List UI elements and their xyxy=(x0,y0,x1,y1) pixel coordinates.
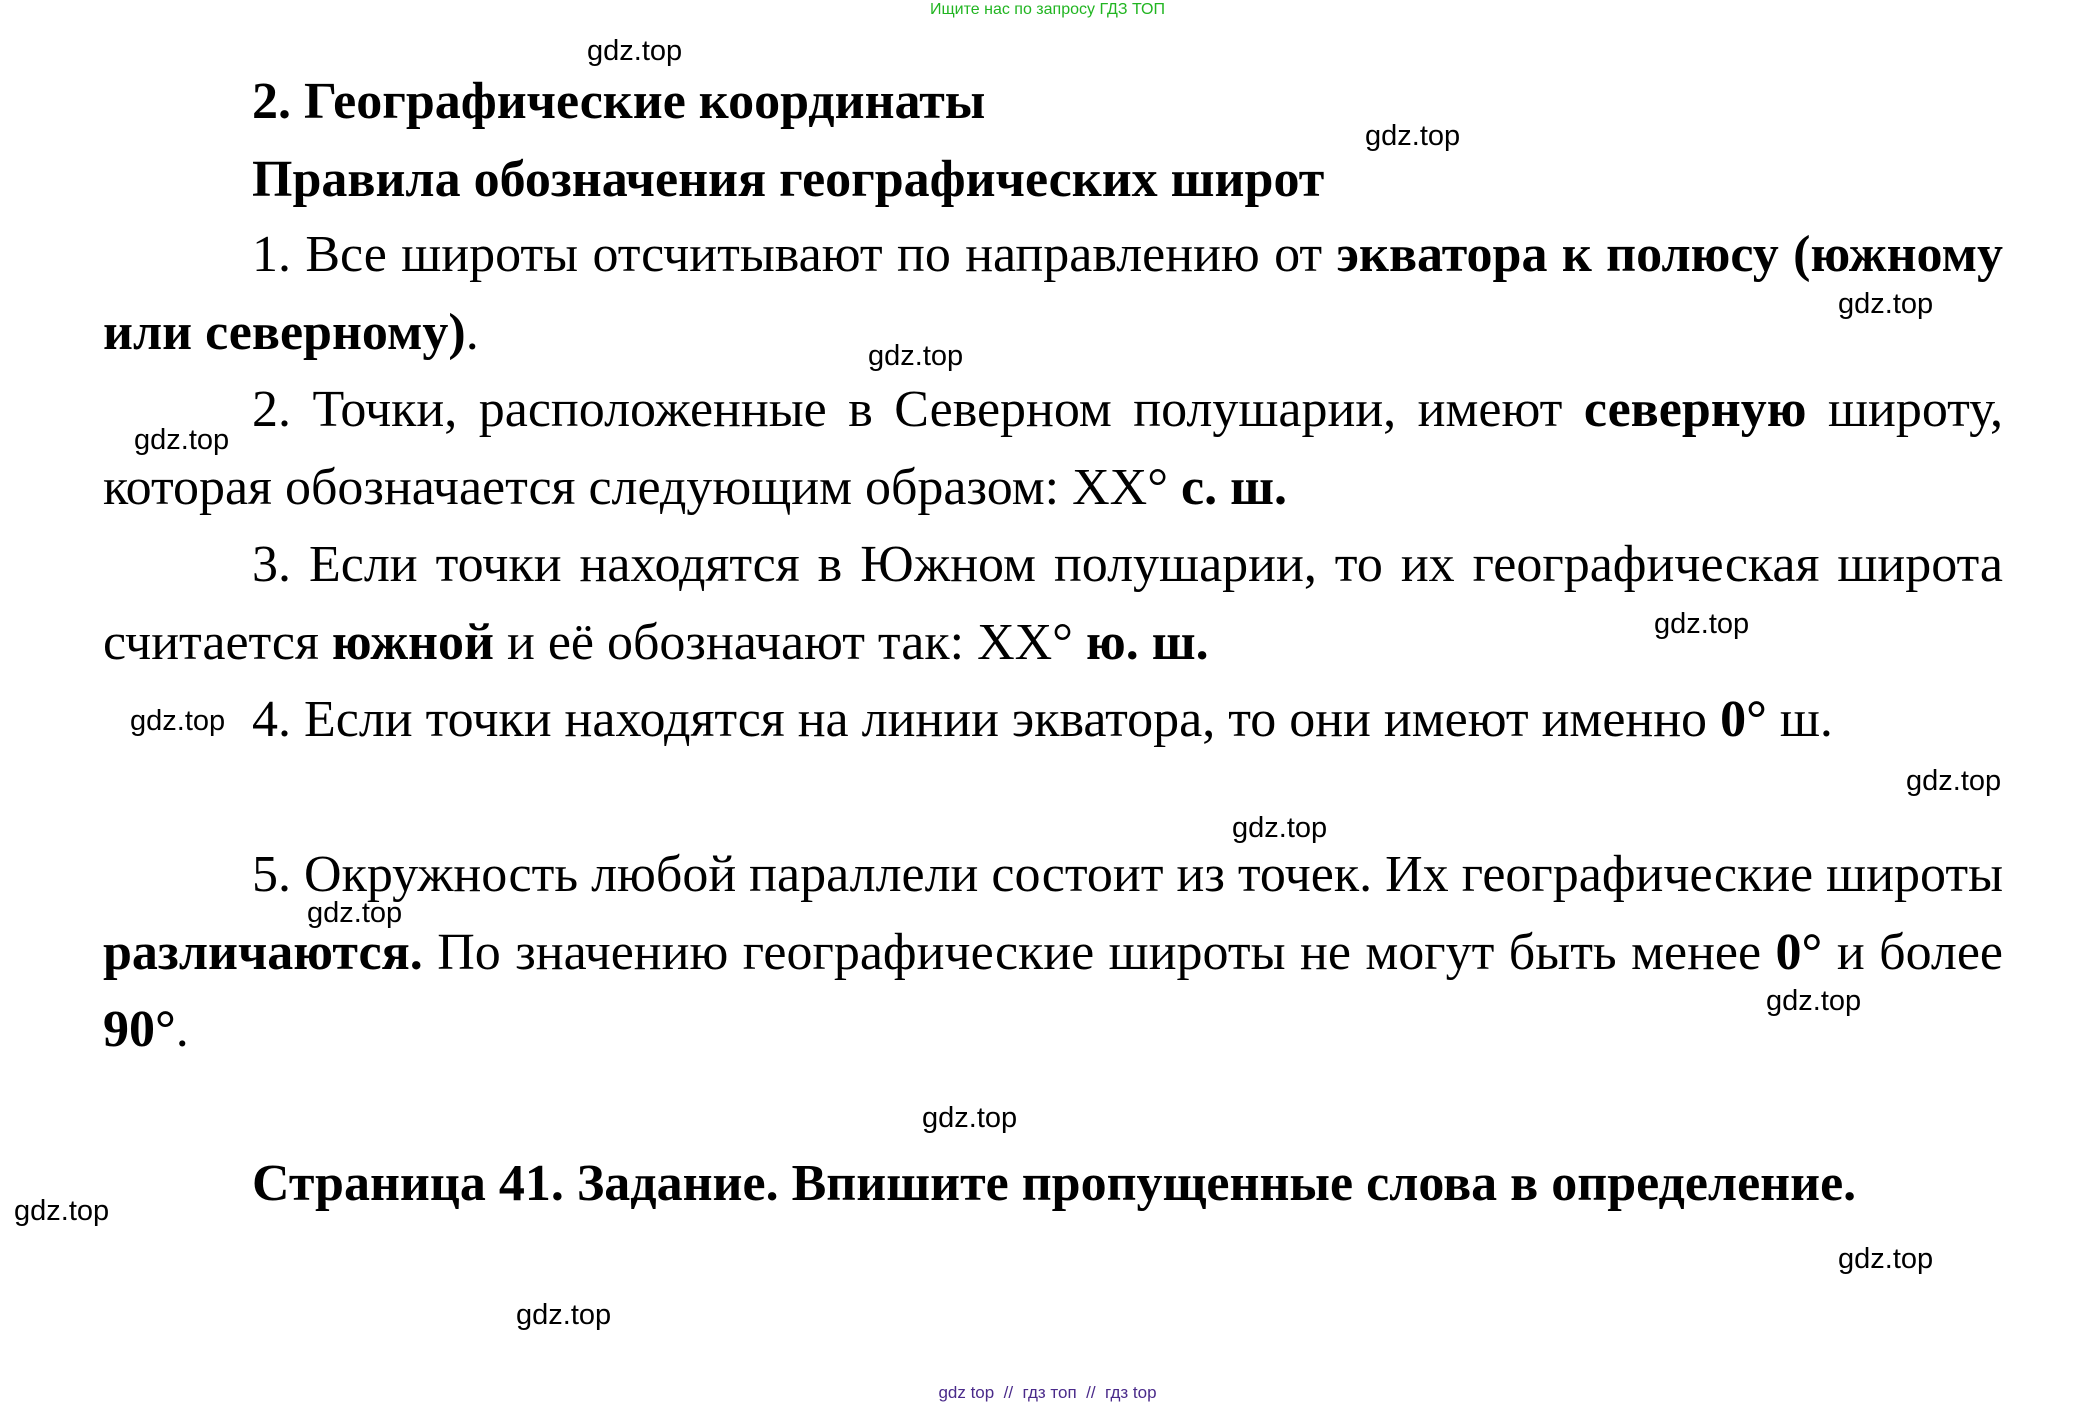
rules-heading: Правила обозначения географических широт xyxy=(252,151,1325,208)
watermark: gdz.top xyxy=(1838,288,1934,320)
rule-3 xyxy=(103,526,2003,681)
watermark: gdz.top xyxy=(1654,608,1750,640)
watermark: gdz.top xyxy=(868,340,964,372)
watermark: gdz.top xyxy=(1232,812,1328,844)
watermark: gdz.top xyxy=(922,1102,1018,1134)
rule-5-text-3: и более xyxy=(1822,923,2003,981)
rule-1 xyxy=(103,216,2003,371)
watermark: gdz.top xyxy=(14,1195,110,1227)
task-heading: Страница 41. Задание. Впишите пропущенные слова в определение. xyxy=(252,1155,1857,1212)
rule-5 xyxy=(103,836,2003,1069)
rule-2-text-2: широту, которая обозначается следующим образом: XX° xyxy=(103,381,2003,516)
rule-3-text: 3. Если точки находятся в Южном полушарии, то их географическая широта считается xyxy=(103,536,2003,671)
watermark: gdz.top xyxy=(1906,765,2002,797)
rule-4-bold: 0° xyxy=(1720,691,1767,748)
rule-2-abbr: с. ш. xyxy=(1181,458,1287,516)
watermark: gdz.top xyxy=(587,35,683,67)
rule-1-end: . xyxy=(465,303,479,361)
rule-3-text-2: и её обозначают так: XX° xyxy=(493,613,1086,671)
top-banner: Ищите нас по запросу ГДЗ ТОП xyxy=(930,1,1165,18)
watermark: gdz.top xyxy=(134,424,230,456)
rule-1-text: 1. Все широты отсчитывают по направлению от xyxy=(252,226,1337,283)
footer-links: gdz top // гдз топ // гдз top xyxy=(938,1383,1157,1402)
rule-4 xyxy=(103,681,2003,759)
rule-4-text: 4. Если точки находятся на линии экватора, то они имеют именно xyxy=(252,691,1721,748)
rule-5-text-2: По значению географические широты не могут быть менее xyxy=(422,923,1776,981)
watermark: gdz.top xyxy=(1766,985,1862,1017)
rule-3-abbr: ю. ш. xyxy=(1085,613,1209,671)
rule-4-end: ш. xyxy=(1766,691,1833,748)
rule-5-max: 90° xyxy=(103,1001,176,1058)
rule-5-min: 0° xyxy=(1775,923,1823,981)
section-heading: 2. Географические координаты xyxy=(252,73,986,130)
watermark: gdz.top xyxy=(130,705,226,737)
rule-2-text: 2. Точки, расположенные в Северном полушарии, имеют xyxy=(252,381,1584,438)
rule-5-bold: различаются. xyxy=(103,923,423,981)
rule-2-bold: северную xyxy=(1583,381,1807,438)
rule-1-bold: экватора к полюсу (южному или северному) xyxy=(103,226,2003,361)
rule-5-text: 5. Окружность любой параллели состоит из точек. Их географические широты xyxy=(252,846,2003,903)
rule-3-bold: южной xyxy=(331,613,494,671)
watermark: gdz.top xyxy=(1838,1243,1934,1275)
rule-2 xyxy=(103,371,2003,526)
watermark: gdz.top xyxy=(1365,120,1461,152)
watermark: gdz.top xyxy=(307,897,403,929)
rule-5-end: . xyxy=(175,1001,189,1058)
watermark: gdz.top xyxy=(516,1299,612,1331)
